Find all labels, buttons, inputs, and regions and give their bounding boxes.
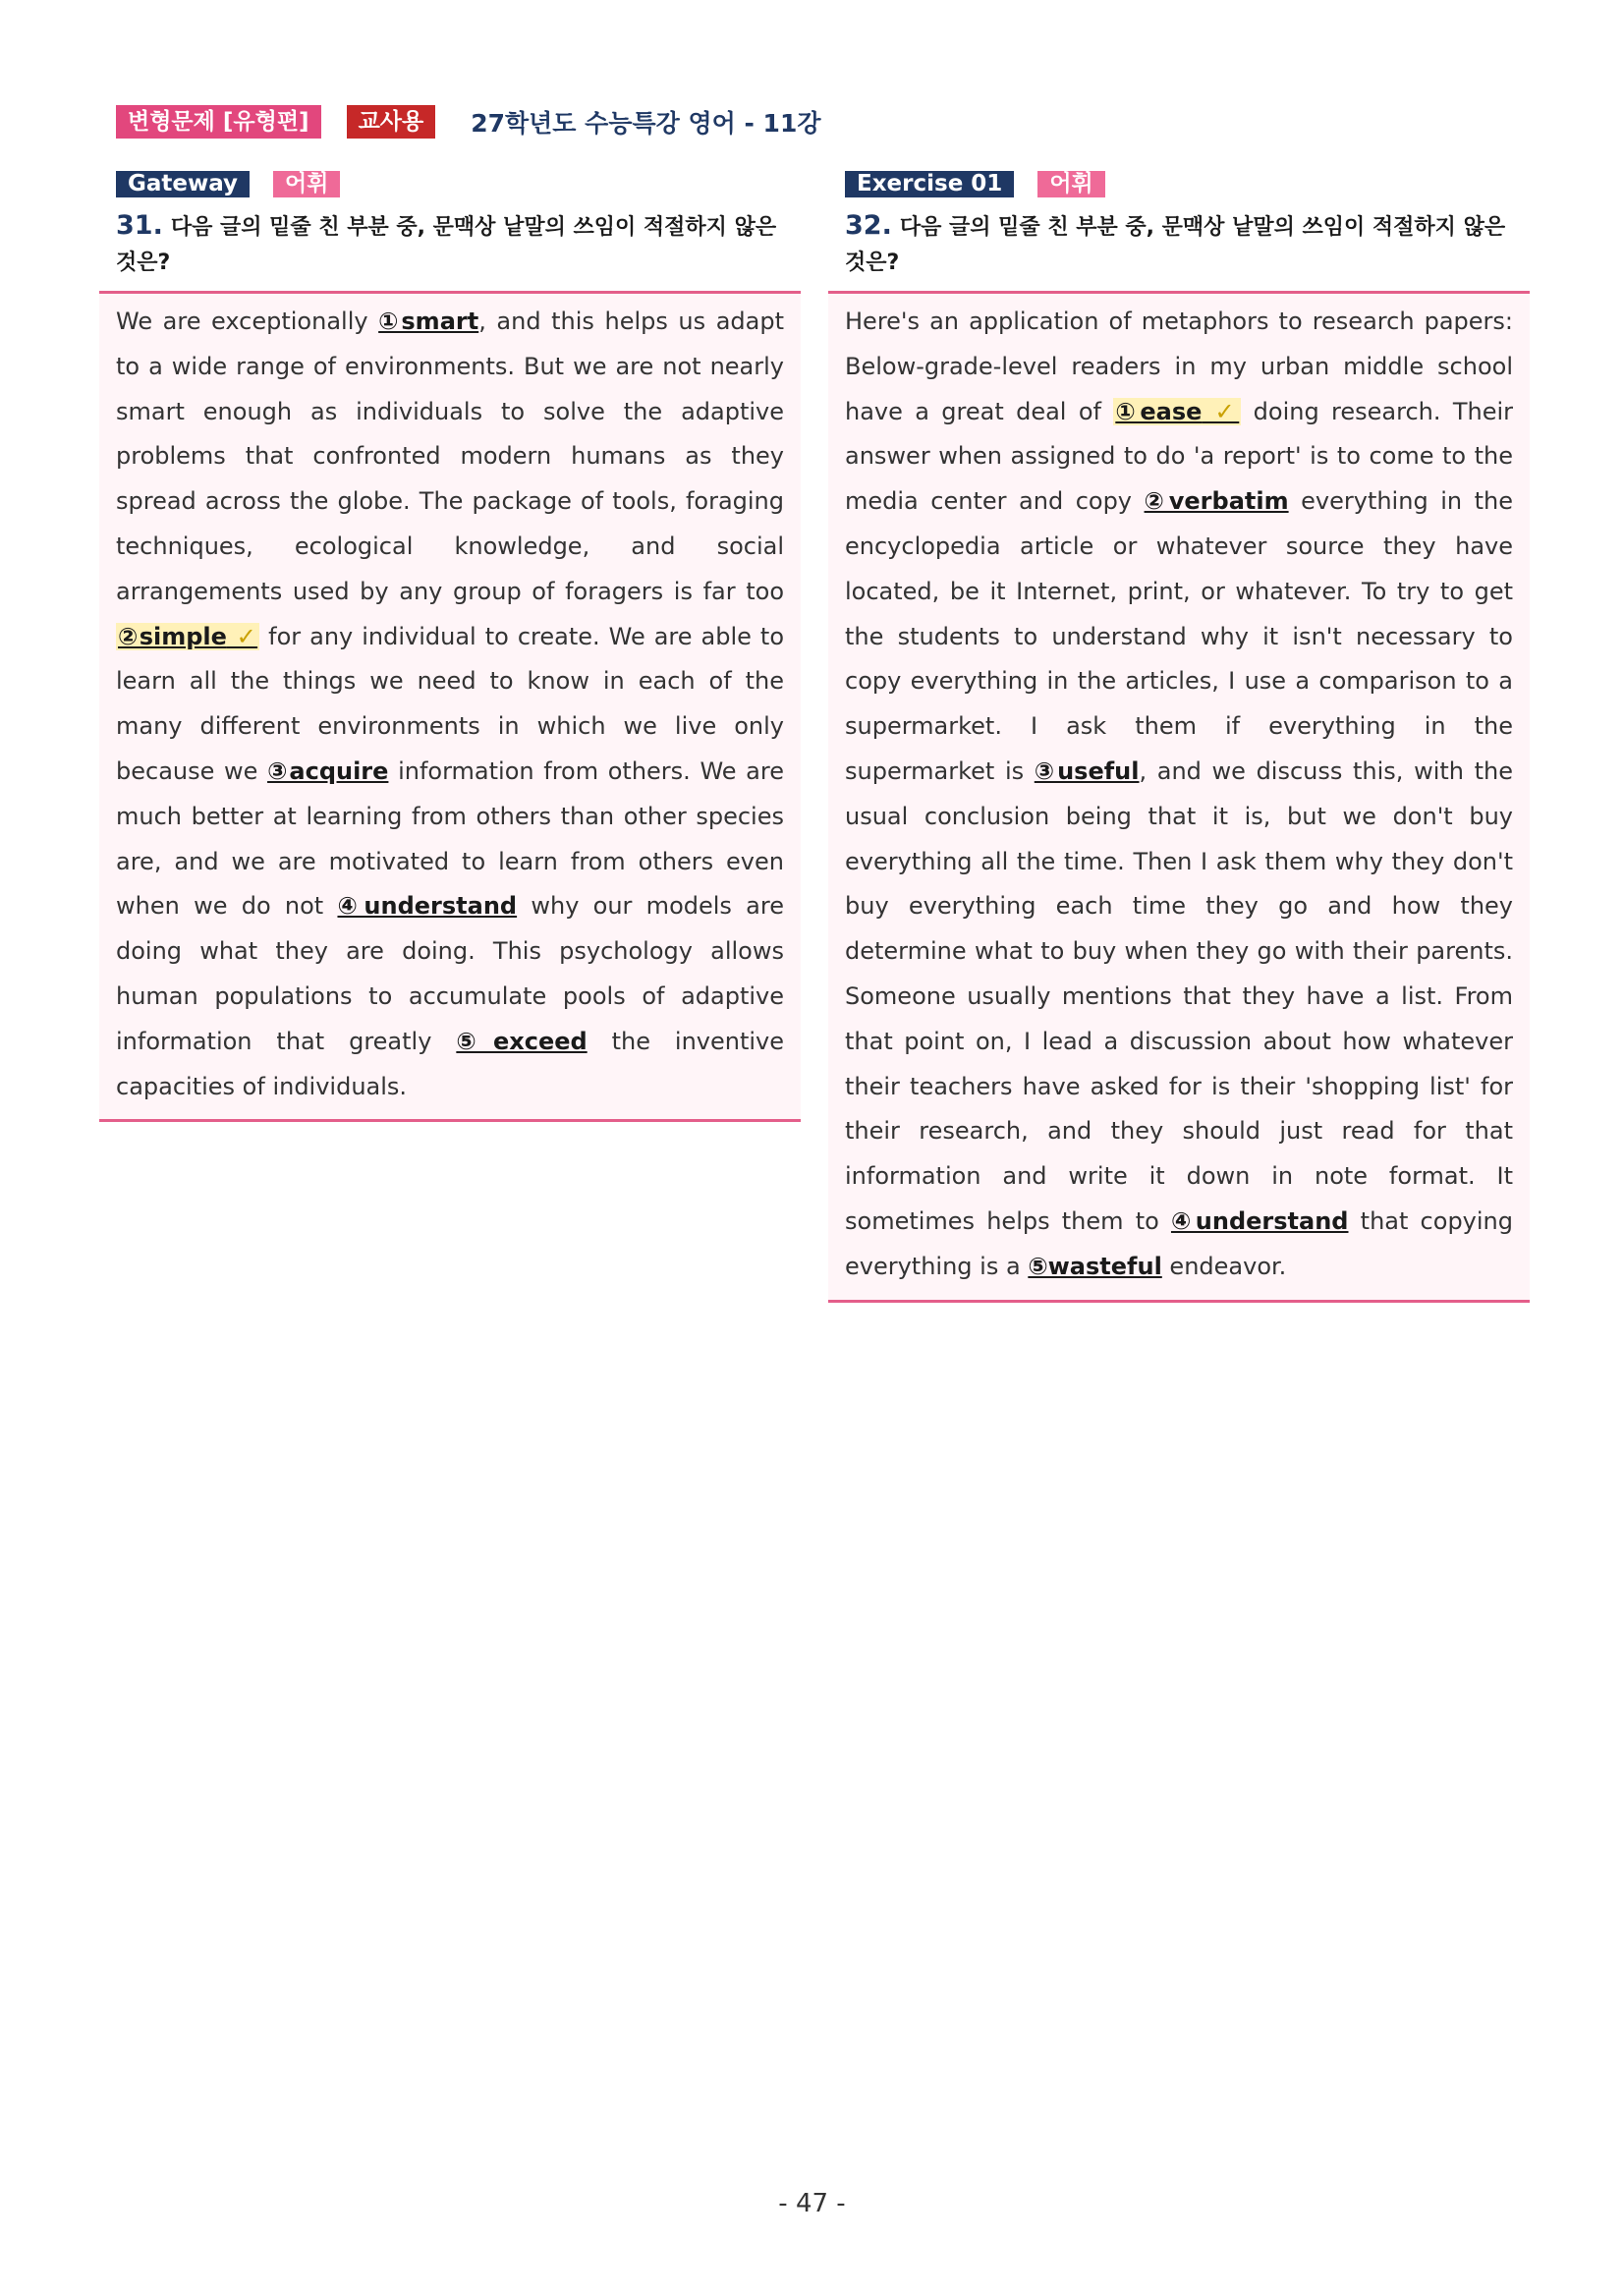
page-number: - 47 -	[778, 2189, 846, 2218]
question-number: 32.	[845, 210, 892, 241]
question-32-column	[828, 169, 1530, 1303]
passage-text: , and this helps us adapt to a wide range of environments. But we are not nearly smart enough as individuals to solve the adaptive problems that confronted modern humans as they spread across the globe. The package of tools, foraging techniques, ecological knowledge, and social arrangements used by any group of foragers is far too	[116, 308, 784, 605]
marked-word-1: ①ease	[1115, 397, 1203, 425]
passage-text: , and we discuss this, with the usual conclusion being that it is, but we don't buy everything all the time. Then I ask them why they don't buy everything each time they go and how they determine what to buy when they go with their parents. Someone usually mentions that they have a list. From that point on, I lead a discussion about how whatever their teachers have asked for is their 'shopping list' for their research, and they should just read for that information and write it down in note format. It sometimes helps them to	[845, 756, 1513, 1235]
passage-text: We are exceptionally	[116, 308, 379, 335]
section-tag: Exercise 01	[845, 171, 1014, 197]
passage-text: endeavor.	[1161, 1252, 1287, 1280]
type-badge: 변형문제 [유형편]	[116, 105, 321, 139]
marked-word-4: ④understand	[337, 892, 518, 921]
teacher-badge: 교사용	[347, 105, 436, 139]
page-header	[116, 102, 821, 141]
question-text: 다음 글의 밑줄 친 부분 중, 문맥상 낱말의 쓰임이 적절하지 않은 것은?	[845, 215, 1506, 275]
check-mark-icon: ✓	[1202, 397, 1240, 425]
document-title: 27학년도 수능특강 영어 - 11강	[471, 109, 821, 138]
passage-text: for any individual to create. We are able to learn all the things we need to know in each of the many different environments in which we live only because we	[116, 622, 785, 785]
marked-word-3: ③acquire	[267, 756, 389, 785]
marked-word-3: ③useful	[1034, 756, 1140, 785]
marked-word-4: ④understand	[1170, 1206, 1349, 1235]
marked-word-5: ⑤exceed	[456, 1027, 588, 1055]
marked-word-1: ①smart	[378, 308, 479, 335]
passage-text: information from others. We are much better at learning from others than other species are, and we are motivated to learn from others even when we do not	[116, 756, 784, 921]
passage-text: doing research. Their answer when assigned to do 'a report' is to come to the media center and copy	[845, 397, 1514, 516]
answer-highlight	[116, 623, 259, 650]
question-text: 다음 글의 밑줄 친 부분 중, 문맥상 낱말의 쓰임이 적절하지 않은 것은?	[116, 215, 777, 275]
marked-word-5: ⑤wasteful	[1028, 1252, 1162, 1280]
category-tag: 어휘	[273, 171, 340, 197]
passage-text: everything in the encyclopedia article or whatever source they have located, be it Internet, print, or whatever. To try to get the students to understand why it isn't necessary to copy everything in the articles, I use a comparison to a supermarket. I ask them if everything in the supermarket is	[845, 487, 1513, 785]
passage-text: why our models are doing what they are doing. This psychology allows human populations to accumulate pools of adaptive information that greatly	[116, 892, 784, 1055]
category-tag: 어휘	[1037, 171, 1104, 197]
question-number: 31.	[116, 210, 163, 241]
passage-box	[99, 291, 801, 1122]
passage-text: Here's an application of metaphors to research papers: Below-grade-level readers in my urban middle school have a great deal of	[845, 308, 1513, 425]
tag-row	[828, 169, 1530, 198]
answer-highlight	[1113, 398, 1241, 425]
check-mark-icon: ✓	[226, 622, 258, 650]
tag-row	[99, 169, 801, 198]
question-prompt	[828, 208, 1513, 281]
question-31-column	[99, 169, 801, 1122]
marked-word-2: ②simple	[118, 622, 227, 650]
passage-text: that copying everything is a	[845, 1206, 1513, 1280]
marked-word-2: ②verbatim	[1144, 487, 1289, 516]
question-prompt	[99, 208, 784, 281]
passage-box	[828, 291, 1530, 1303]
passage-text: the inventive capacities of individuals.	[116, 1027, 784, 1100]
section-tag: Gateway	[116, 171, 250, 197]
